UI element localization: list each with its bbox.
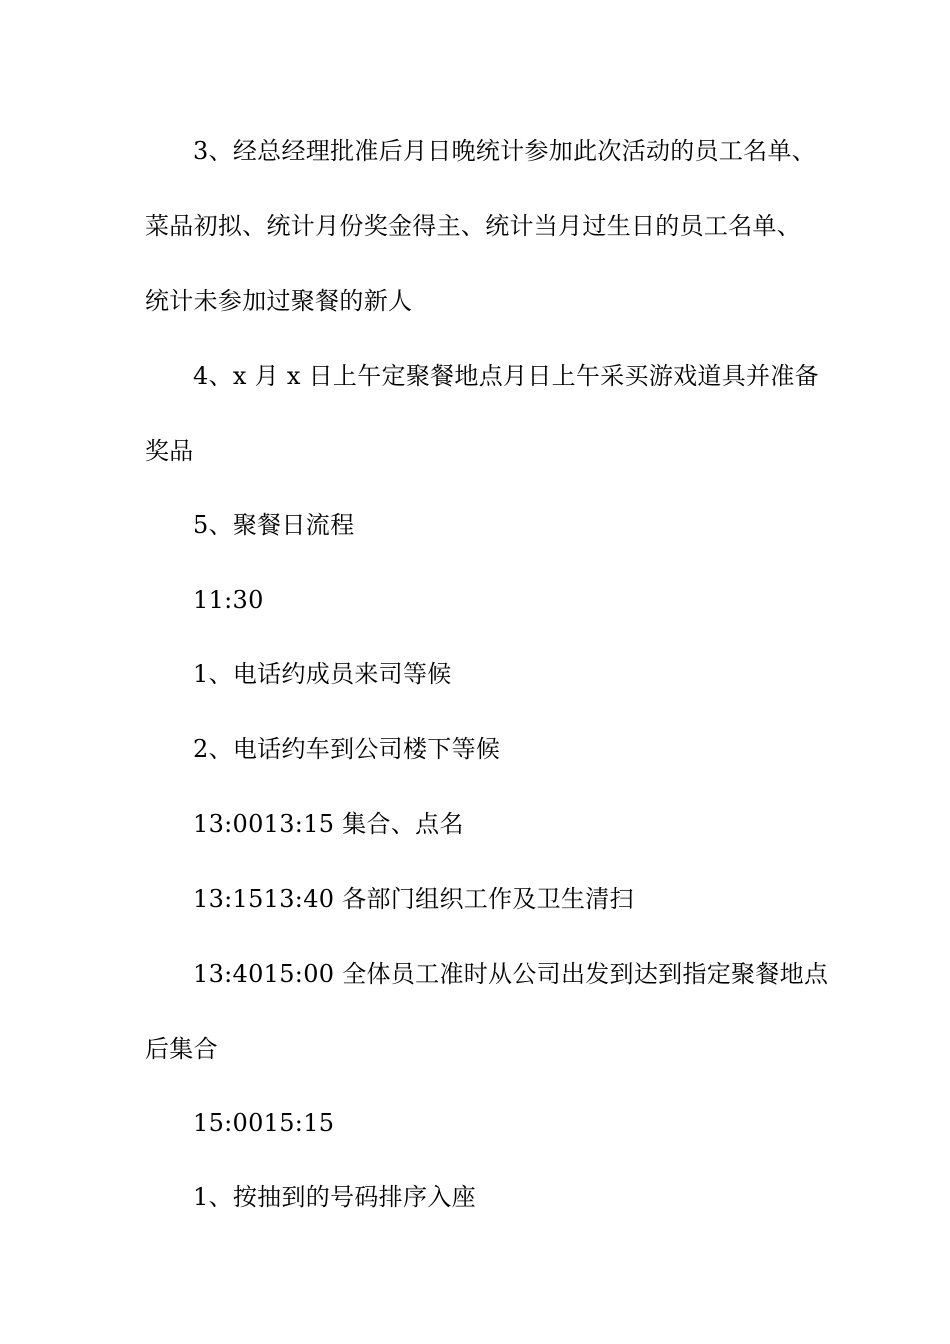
paragraph-line: 3、经总经理批准后月日晚统计参加此次活动的员工名单、: [193, 137, 817, 165]
schedule-line: 13:4015:00 全体员工准时从公司出发到达到指定聚餐地点: [193, 960, 829, 988]
section-heading: 5、聚餐日流程: [193, 511, 355, 539]
list-item: 1、电话约成员来司等候: [193, 660, 452, 688]
schedule-line: 13:1513:40 各部门组织工作及卫生清扫: [193, 885, 634, 913]
time-line: 15:0015:15: [193, 1109, 335, 1137]
schedule-line: 13:0013:15 集合、点名: [193, 810, 464, 838]
schedule-line-continuation: 后集合: [145, 1035, 218, 1063]
paragraph-line: 奖品: [145, 437, 194, 465]
paragraph-line: 菜品初拟、统计月份奖金得主、统计当月过生日的员工名单、: [145, 212, 802, 240]
list-item: 2、电话约车到公司楼下等候: [193, 735, 501, 763]
time-line: 11:30: [193, 586, 264, 614]
paragraph-line: 统计未参加过聚餐的新人: [145, 287, 413, 315]
list-item: 1、按抽到的号码排序入座: [193, 1183, 476, 1211]
paragraph-line: 4、x 月 x 日上午定聚餐地点月日上午采买游戏道具并准备: [193, 362, 819, 390]
